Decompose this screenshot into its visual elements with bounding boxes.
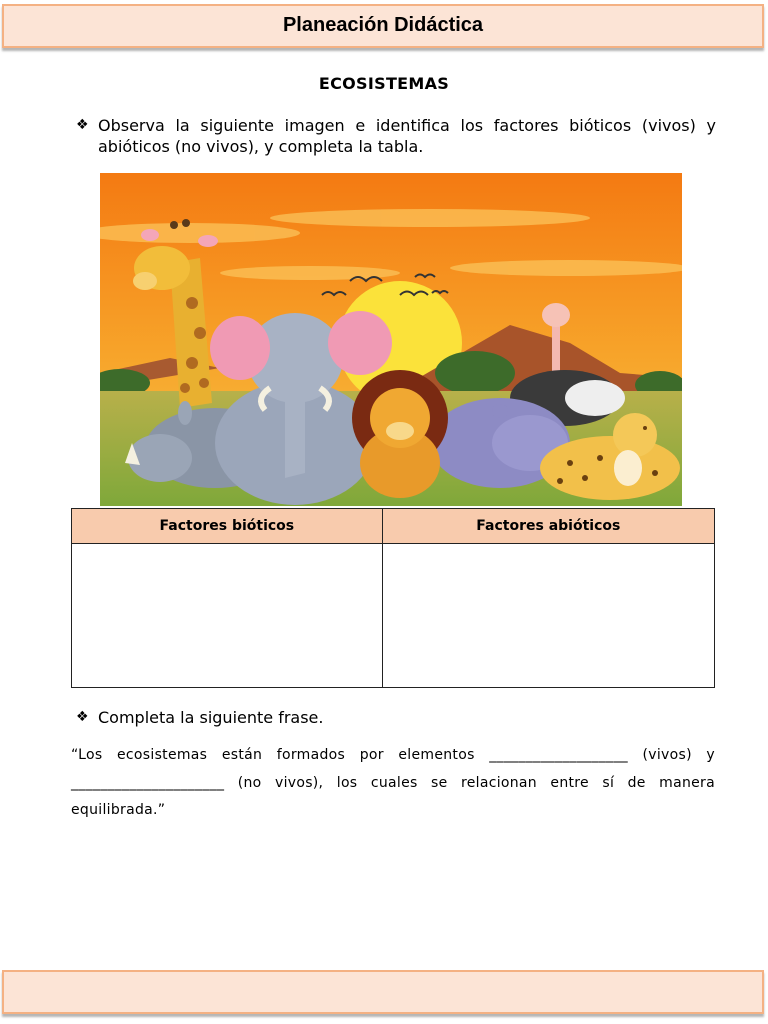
instruction-2 xyxy=(76,707,716,728)
instruction-1 xyxy=(76,115,716,157)
bullet-icon: ❖ xyxy=(76,709,89,725)
instruction-text: Observa la siguiente imagen e identifica los factores bióticos (vivos) y abióticos (no vivos), y completa la tabla. xyxy=(98,116,716,156)
lion xyxy=(352,370,448,498)
page-title: Planeación Didáctica xyxy=(282,14,484,36)
factors-table xyxy=(71,508,715,688)
bioticos-answer-cell[interactable] xyxy=(72,544,383,688)
footer-banner xyxy=(2,970,764,1014)
bullet-icon: ❖ xyxy=(76,117,89,133)
table-row xyxy=(72,544,715,688)
abioticos-answer-cell[interactable] xyxy=(382,544,714,688)
instruction-text: Completa la siguiente frase. xyxy=(98,708,324,727)
header-banner xyxy=(2,4,764,48)
fill-in-phrase: “Los ecosistemas están formados por elementos ___________________ (vivos) y _____________________ (no vivos), los cuales se relacionan entre sí de manera equilibrada.” xyxy=(71,747,715,818)
section-title: ECOSISTEMAS xyxy=(318,74,450,93)
column-header-bioticos: Factores bióticos xyxy=(72,509,383,544)
column-header-abioticos: Factores abióticos xyxy=(382,509,714,544)
savanna-animals-illustration xyxy=(100,173,682,506)
